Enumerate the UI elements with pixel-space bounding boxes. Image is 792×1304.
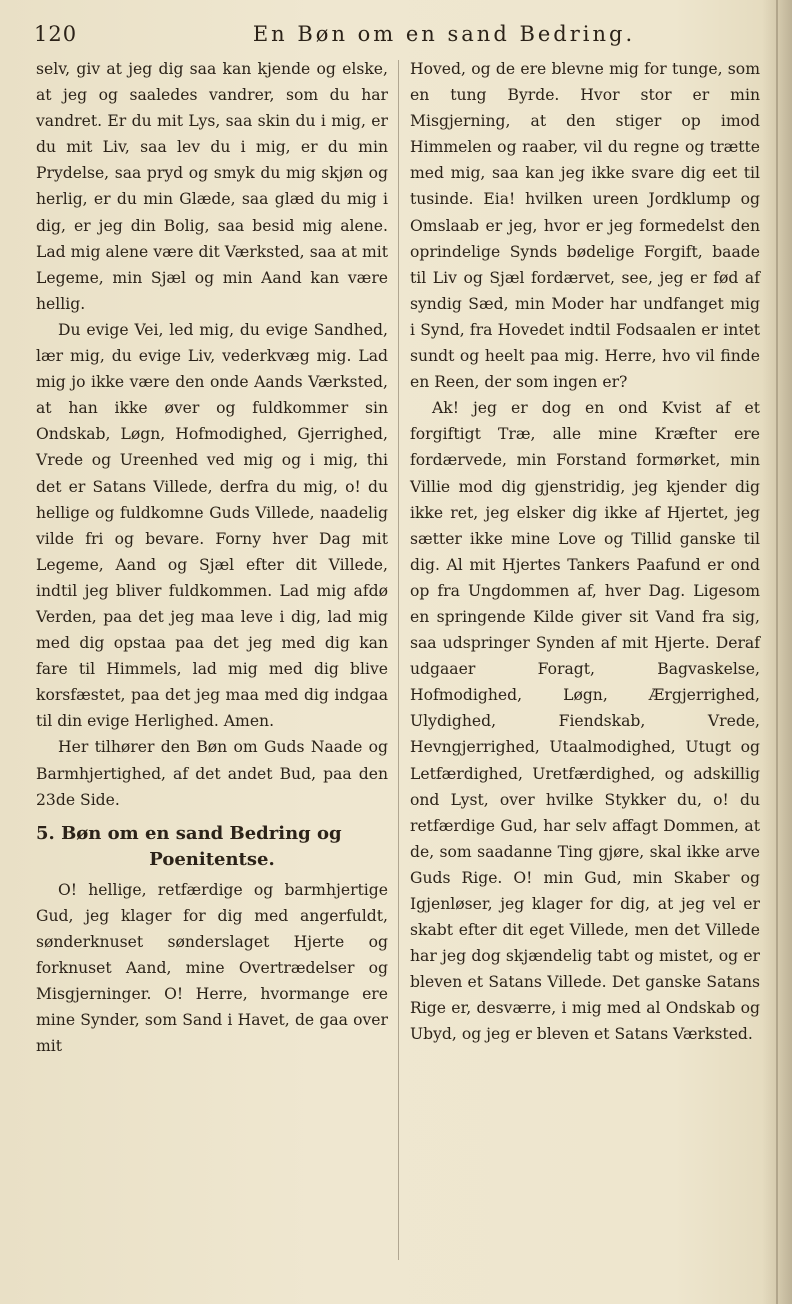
page-number: 120 [34,22,78,46]
running-title: En Bøn om en sand Bedring. [252,22,636,46]
left-paragraph-4: O! hellige, retfærdige og barmhjertige Gud, jeg klager for dig med angerfuldt, sønderknuset sønderslaget Hjerte og forknuset Aand, mine Overtrædelser og Misgjerninger. O! Herre, hvormange ere mine Synder, som Sand i Havet, de gaa over mit [36,880,388,1056]
section-heading [36,821,388,873]
left-column [36,56,388,1059]
section-title-line2: Poenitentse. [149,848,275,870]
section-number: 5. [36,822,55,844]
right-column [410,56,760,1048]
left-paragraph-2: Du evige Vei, led mig, du evige Sandhed, lær mig, du evige Liv, vederkvæg mig. Lad mig jo ikke være den onde Aands Værksted, at han ikke øver og fuldkommer sin Ondskab, Løgn, Hofmodighed, Gjerrighed, Vrede og Ureenhed ved mig og i mig, thi det er Satans Villede, derfra du mig, o! du hellige og fuldkomne Guds Villede, naadelig vilde fri og bevare. Forny hver Dag mit Legeme, Aand og Sjæl efter dit Villede, indtil jeg bliver fuldkommen. Lad mig afdø Verden, paa det jeg maa leve i dig, lad mig med dig opstaa paa det jeg med dig kan fare til Himmels, lad mig med dig blive korsfæstet, paa det jeg maa med dig indgaa til din evige Herlighed. Amen. [36,320,388,731]
page-header [24,18,764,52]
left-paragraph-3: Her tilhører den Bøn om Guds Naade og Barmhjertighed, af det andet Bud, paa den 23de Side. [36,738,388,809]
left-paragraph-1: selv, giv at jeg dig saa kan kjende og elske, at jeg og saaledes vandrer, som du har vandret. Er du mit Lys, saa skin du i mig, er du mit Liv, saa lev du i mig, er du min Prydelse, saa pryd og smyk du mig skjøn og herlig, er du min Glæde, saa glæd du mig i dig, er jeg din Bolig, saa besid mig alene. Lad mig alene være dit Værksted, saa at mit Legeme, min Sjæl og min Aand kan være hellig. [36,60,388,313]
right-paragraph-2: Ak! jeg er dog en ond Kvist af et forgiftigt Træ, alle mine Kræfter ere fordærvede, min Forstand formørket, min Villie mod dig gjenstridig, jeg kjender dig ikke ret, jeg elsker dig ikke af Hjertet, jeg sætter ikke mine Love og Tillid ganske til dig. Al mit Hjertes Tankers Paafund er ond op fra Ungdommen af, hver Dag. Ligesom en springende Kilde giver sit Vand fra sig, saa udspringer Synden af mit Hjerte. Deraf udgaaer Foragt, Bagvaskelse, Hofmodighed, Løgn, Ærgjerrighed, Ulydighed, Fiendskab, Vrede, Hevngjerrighed, Utaalmodighed, Utugt og Letfærdighed, Uretfærdighed, og adskillig ond Lyst, over hvilke Stykker du, o! du retfærdige Gud, har selv affagt Dommen, at de, som saadanne Ting gjøre, skal ikke arve Guds Rige. O! min Gud, min Skaber og Igjenløser, jeg klager for dig, at jeg vel er skabt efter dit eget Villede, men det Villede har jeg dog skjændelig tabt og mistet, og er bleven et Satans Villede. Det ganske Satans Rige er, desværre, i mig med al Ondskab og Ubyd, og jeg er bleven et Satans Værksted. [410,399,760,1044]
section-title-line1: Bøn om en sand Bedring og [61,822,342,844]
page-spine-edge [776,0,778,1304]
column-divider [398,60,399,1260]
right-paragraph-1: Hoved, og de ere blevne mig for tunge, som en tung Byrde. Hvor stor er min Misgjerning, at den stiger op imod Himmelen og raaber, vil du regne og trætte med mig, saa kan jeg ikke svare dig eet til tusinde. Eia! hvilken ureen Jordklump og Omslaab er jeg, hvor er jeg formedelst den oprindelige Synds bødelige Forgift, baade til Liv og Sjæl fordærvet, see, jeg er fød af syndig Sæd, min Moder har undfanget mig i Synd, fra Hovedet indtil Fodsaalen er intet sundt og heelt paa mig. Herre, hvo vil finde en Reen, der som ingen er? [410,60,760,392]
